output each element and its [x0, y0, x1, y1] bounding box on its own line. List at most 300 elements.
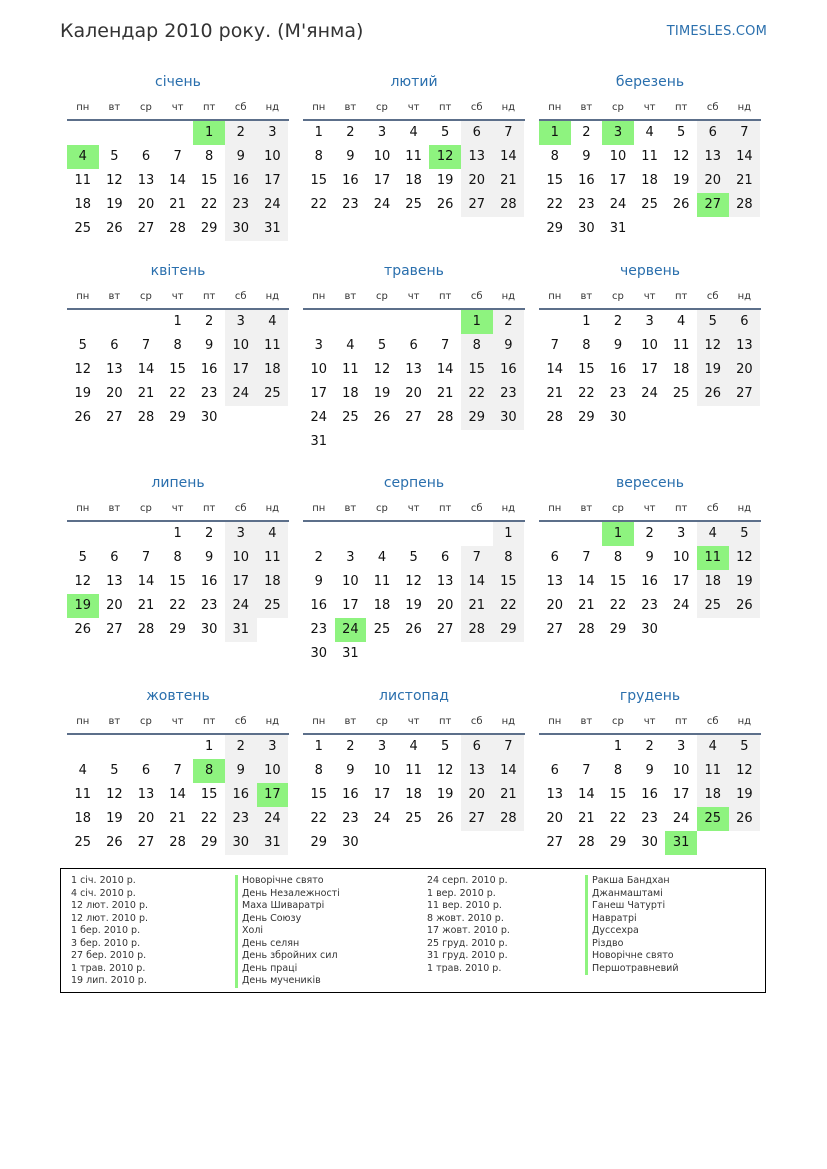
day-cell: 29: [169, 622, 186, 637]
page-title: Календар 2010 року. (М'янма): [60, 20, 364, 42]
day-cell: 21: [546, 386, 564, 401]
legend-holiday-name: Дуссехра: [585, 925, 679, 938]
month-block: [539, 72, 761, 241]
day-cell: 15: [169, 574, 186, 589]
weekday-label: пт: [674, 503, 688, 514]
day-cell: 18: [405, 173, 422, 188]
legend-holiday-date: 17 жовт. 2010 р.: [427, 925, 510, 936]
day-cell: 3: [257, 735, 289, 759]
day-cell: 29: [169, 410, 186, 425]
empty-cell: [303, 310, 335, 334]
day-cell: 21: [137, 386, 155, 401]
day-cell: 8: [493, 546, 525, 570]
day-cell: 16: [641, 574, 658, 589]
day-cell: 27: [546, 835, 564, 850]
weekday-label: чт: [407, 102, 420, 113]
day-cell: 13: [405, 362, 422, 377]
day-cell: 30: [225, 217, 257, 241]
weekday-label: нд: [501, 716, 516, 727]
holiday-day-cell: 24: [335, 618, 367, 642]
day-cell: 5: [78, 338, 87, 353]
month-block: [539, 261, 761, 430]
day-cell: 25: [74, 221, 92, 236]
day-cell: 3: [645, 314, 654, 329]
day-cell: 25: [342, 410, 359, 425]
legend-holiday-date: 24 серп. 2010 р.: [427, 875, 508, 886]
empty-cell: [130, 735, 162, 759]
day-cell: 12: [672, 149, 690, 164]
day-cell: 21: [578, 598, 595, 613]
day-cell: 31: [257, 217, 289, 241]
day-cell: 19: [436, 787, 454, 802]
day-cell: 22: [461, 382, 493, 406]
day-cell: 2: [225, 735, 257, 759]
empty-cell: [99, 522, 131, 546]
weekday-label: ср: [140, 503, 152, 514]
day-grid: [539, 121, 761, 241]
weekday-label: сб: [234, 503, 247, 514]
weekday-label: вт: [108, 102, 121, 113]
day-cell: 6: [461, 121, 493, 145]
day-cell: 15: [578, 362, 595, 377]
weekday-header: [67, 286, 289, 310]
empty-cell: [429, 310, 461, 334]
day-cell: 9: [346, 149, 355, 164]
weekday-label: ср: [612, 291, 624, 302]
day-cell: 12: [106, 173, 123, 188]
day-cell: 24: [672, 811, 690, 826]
day-cell: 20: [137, 811, 155, 826]
day-cell: 10: [373, 763, 391, 778]
day-cell: 27: [405, 410, 422, 425]
empty-cell: [99, 121, 131, 145]
day-cell: 3: [677, 526, 686, 541]
day-cell: 24: [609, 197, 627, 212]
day-cell: 9: [205, 550, 214, 565]
legend-holiday-date: 25 груд. 2010 р.: [427, 937, 508, 949]
day-cell: 15: [546, 173, 564, 188]
day-cell: 4: [697, 522, 729, 546]
weekday-label: чт: [407, 291, 420, 302]
day-cell: 13: [461, 145, 493, 169]
weekday-label: вт: [344, 291, 357, 302]
weekday-label: сб: [706, 102, 719, 113]
holiday-day-cell: 1: [193, 121, 225, 145]
day-cell: 10: [225, 546, 257, 570]
day-cell: 11: [257, 334, 289, 358]
day-cell: 24: [257, 193, 289, 217]
legend-holiday-date: 3 бер. 2010 р.: [71, 937, 141, 949]
day-cell: 21: [729, 169, 761, 193]
day-cell: 23: [641, 598, 658, 613]
day-cell: 7: [582, 763, 591, 778]
day-cell: 6: [550, 763, 559, 778]
day-cell: 10: [310, 362, 328, 377]
weekday-label: пн: [312, 102, 326, 113]
weekday-label: чт: [407, 716, 420, 727]
day-cell: 17: [225, 570, 257, 594]
day-cell: 26: [436, 197, 454, 212]
day-cell: 22: [200, 197, 218, 212]
day-cell: 14: [578, 574, 595, 589]
day-cell: 19: [436, 173, 454, 188]
weekday-label: нд: [737, 503, 752, 514]
weekday-header: [539, 286, 761, 310]
day-cell: 20: [137, 197, 155, 212]
weekday-label: чт: [643, 716, 656, 727]
legend-right-dates: [427, 875, 510, 975]
day-cell: 16: [225, 169, 257, 193]
day-cell: 19: [729, 570, 761, 594]
weekday-label: сб: [706, 716, 719, 727]
day-cell: 25: [405, 811, 422, 826]
weekday-label: вт: [108, 503, 121, 514]
day-cell: 26: [697, 382, 729, 406]
day-cell: 12: [729, 759, 761, 783]
day-grid: [67, 310, 289, 430]
day-cell: 24: [641, 386, 658, 401]
day-cell: 30: [641, 622, 658, 637]
day-cell: 27: [546, 622, 564, 637]
day-cell: 7: [141, 338, 151, 353]
day-cell: 1: [173, 526, 182, 541]
day-cell: 3: [377, 739, 387, 754]
month-block: [303, 686, 525, 855]
day-cell: 28: [546, 410, 564, 425]
day-cell: 26: [729, 594, 761, 618]
day-cell: 12: [373, 362, 391, 377]
holiday-day-cell: 1: [602, 522, 634, 546]
weekday-label: пт: [202, 102, 216, 113]
day-cell: 27: [106, 622, 123, 637]
day-cell: 15: [461, 358, 493, 382]
day-cell: 28: [436, 410, 454, 425]
weekday-label: нд: [265, 102, 280, 113]
day-cell: 7: [141, 550, 151, 565]
day-cell: 30: [342, 835, 359, 850]
day-cell: 26: [729, 807, 761, 831]
day-cell: 10: [342, 574, 359, 589]
day-cell: 6: [110, 338, 119, 353]
day-cell: 28: [578, 835, 595, 850]
day-cell: 21: [436, 386, 454, 401]
legend-holiday-date: 11 вер. 2010 р.: [427, 900, 502, 911]
day-cell: 26: [106, 221, 123, 236]
weekday-label: пт: [674, 291, 688, 302]
day-cell: 10: [257, 759, 289, 783]
day-cell: 20: [405, 386, 422, 401]
day-cell: 14: [578, 787, 595, 802]
legend-holiday-date: 12 лют. 2010 р.: [71, 912, 148, 924]
day-cell: 2: [225, 121, 257, 145]
legend-holiday-name: День збройних сил: [235, 950, 340, 963]
empty-cell: [366, 522, 398, 546]
weekday-label: пн: [548, 716, 562, 727]
day-cell: 16: [578, 173, 595, 188]
day-cell: 25: [697, 594, 729, 618]
day-cell: 30: [493, 406, 525, 430]
empty-cell: [335, 310, 367, 334]
empty-cell: [99, 735, 131, 759]
day-cell: 16: [609, 362, 627, 377]
day-cell: 8: [461, 334, 493, 358]
holiday-day-cell: 27: [697, 193, 729, 217]
empty-cell: [571, 735, 603, 759]
legend-holiday-date: 1 бер. 2010 р.: [71, 925, 141, 936]
weekday-label: пн: [76, 716, 90, 727]
day-cell: 18: [672, 362, 690, 377]
day-cell: 28: [137, 622, 155, 637]
weekday-label: чт: [171, 716, 184, 727]
month-block: [67, 686, 289, 855]
day-cell: 29: [609, 622, 627, 637]
day-cell: 11: [405, 149, 422, 164]
day-cell: 22: [578, 386, 595, 401]
month-name: березень: [615, 74, 685, 90]
day-cell: 19: [74, 386, 92, 401]
empty-cell: [461, 522, 493, 546]
day-cell: 20: [106, 598, 123, 613]
day-cell: 4: [377, 550, 387, 565]
day-cell: 20: [697, 169, 729, 193]
day-cell: 30: [641, 835, 658, 850]
day-cell: 30: [578, 221, 595, 236]
day-cell: 28: [578, 622, 595, 637]
day-cell: 24: [257, 807, 289, 831]
day-cell: 12: [729, 546, 761, 570]
day-cell: 7: [729, 121, 761, 145]
day-cell: 12: [74, 574, 92, 589]
weekday-label: пн: [548, 102, 562, 113]
holiday-day-cell: 4: [67, 145, 99, 169]
legend-holiday-name: День мучеників: [235, 975, 340, 988]
day-cell: 4: [409, 125, 418, 140]
day-cell: 19: [729, 783, 761, 807]
empty-cell: [99, 310, 131, 334]
day-cell: 23: [200, 598, 218, 613]
day-cell: 24: [672, 598, 690, 613]
day-cell: 22: [310, 811, 328, 826]
day-cell: 23: [225, 193, 257, 217]
day-cell: 15: [609, 787, 627, 802]
day-cell: 2: [346, 739, 355, 754]
day-cell: 13: [546, 574, 564, 589]
empty-cell: [130, 121, 162, 145]
legend-holiday-name: Новорічне свято: [585, 950, 679, 963]
day-cell: 2: [645, 526, 654, 541]
legend-holiday-date: 4 січ. 2010 р.: [71, 887, 136, 899]
month-name: квітень: [150, 263, 206, 279]
day-cell: 21: [169, 811, 186, 826]
day-cell: 13: [137, 787, 155, 802]
day-cell: 30: [310, 646, 328, 661]
weekday-header: [67, 97, 289, 121]
day-cell: 9: [493, 334, 525, 358]
day-cell: 14: [137, 362, 155, 377]
day-cell: 28: [461, 618, 493, 642]
day-cell: 13: [546, 787, 564, 802]
weekday-label: нд: [501, 503, 516, 514]
legend-holiday-date: 12 лют. 2010 р.: [71, 900, 148, 911]
month-block: [67, 261, 289, 430]
day-cell: 4: [645, 125, 654, 140]
day-cell: 22: [310, 197, 328, 212]
weekday-label: пт: [438, 716, 452, 727]
weekday-label: нд: [265, 503, 280, 514]
day-cell: 26: [74, 622, 92, 637]
day-cell: 1: [173, 314, 182, 329]
day-cell: 14: [137, 574, 155, 589]
weekday-label: чт: [643, 102, 656, 113]
empty-cell: [429, 522, 461, 546]
day-cell: 2: [314, 550, 323, 565]
day-cell: 4: [257, 310, 289, 334]
empty-cell: [162, 735, 194, 759]
day-cell: 12: [697, 334, 729, 358]
day-cell: 14: [461, 570, 493, 594]
weekday-label: ср: [376, 102, 388, 113]
day-cell: 6: [409, 338, 418, 353]
legend-right-names: [585, 875, 679, 975]
day-cell: 3: [257, 121, 289, 145]
weekday-label: пт: [674, 102, 688, 113]
weekday-header: [539, 498, 761, 522]
day-cell: 6: [110, 550, 119, 565]
day-cell: 25: [641, 197, 658, 212]
weekday-label: нд: [737, 102, 752, 113]
day-cell: 23: [493, 382, 525, 406]
day-cell: 27: [461, 807, 493, 831]
day-cell: 14: [493, 145, 525, 169]
weekday-label: ср: [612, 503, 624, 514]
weekday-label: вт: [344, 716, 357, 727]
day-cell: 23: [342, 197, 359, 212]
holiday-day-cell: 31: [665, 831, 697, 855]
day-cell: 11: [373, 574, 391, 589]
day-cell: 8: [314, 763, 323, 778]
month-name: вересень: [615, 475, 685, 491]
day-cell: 18: [342, 386, 359, 401]
day-cell: 12: [106, 787, 123, 802]
month-block: [539, 473, 761, 642]
day-cell: 23: [641, 811, 658, 826]
day-cell: 27: [137, 835, 155, 850]
weekday-label: нд: [737, 716, 752, 727]
legend-holiday-date: 8 жовт. 2010 р.: [427, 912, 504, 924]
day-cell: 10: [609, 149, 627, 164]
day-cell: 11: [74, 787, 92, 802]
day-cell: 9: [225, 759, 257, 783]
legend-holiday-name: Першотравневий: [585, 963, 679, 976]
day-cell: 15: [493, 570, 525, 594]
day-cell: 18: [257, 570, 289, 594]
day-cell: 18: [697, 570, 729, 594]
empty-cell: [67, 522, 99, 546]
day-cell: 14: [546, 362, 564, 377]
weekday-label: сб: [470, 503, 483, 514]
day-cell: 30: [200, 410, 218, 425]
day-cell: 1: [314, 739, 323, 754]
month-name: жовтень: [146, 688, 210, 704]
day-cell: 25: [672, 386, 690, 401]
day-cell: 27: [461, 193, 493, 217]
day-cell: 23: [578, 197, 595, 212]
weekday-label: пн: [76, 291, 90, 302]
weekday-label: нд: [501, 102, 516, 113]
day-cell: 17: [310, 386, 328, 401]
day-grid: [539, 522, 761, 642]
day-cell: 3: [225, 522, 257, 546]
holiday-legend: [60, 868, 766, 993]
day-cell: 19: [672, 173, 690, 188]
weekday-header: [303, 97, 525, 121]
weekday-label: пн: [312, 716, 326, 727]
day-cell: 25: [257, 382, 289, 406]
month-name: серпень: [383, 475, 445, 491]
weekday-label: сб: [470, 716, 483, 727]
day-cell: 5: [697, 310, 729, 334]
day-cell: 6: [550, 550, 559, 565]
empty-cell: [303, 522, 335, 546]
day-cell: 5: [110, 149, 119, 164]
empty-cell: [67, 735, 99, 759]
weekday-label: ср: [612, 716, 624, 727]
empty-cell: [162, 121, 194, 145]
day-cell: 20: [461, 783, 493, 807]
day-cell: 6: [461, 735, 493, 759]
day-cell: 8: [314, 149, 323, 164]
weekday-label: чт: [407, 503, 420, 514]
day-cell: 11: [257, 546, 289, 570]
day-cell: 20: [546, 811, 564, 826]
day-grid: [303, 735, 525, 855]
day-cell: 15: [310, 173, 328, 188]
day-cell: 9: [582, 149, 591, 164]
day-cell: 5: [441, 125, 450, 140]
day-cell: 1: [493, 522, 525, 546]
weekday-label: сб: [470, 291, 483, 302]
day-cell: 4: [346, 338, 355, 353]
brand-link[interactable]: TIMESLES.COM: [666, 24, 767, 39]
day-cell: 16: [342, 173, 359, 188]
legend-holiday-name: Маха Шиваратрі: [235, 900, 340, 913]
day-cell: 9: [346, 763, 355, 778]
day-cell: 16: [225, 783, 257, 807]
weekday-label: пн: [312, 503, 326, 514]
day-cell: 23: [342, 811, 359, 826]
weekday-label: пт: [202, 503, 216, 514]
day-cell: 8: [205, 149, 214, 164]
day-cell: 2: [582, 125, 591, 140]
day-cell: 23: [310, 622, 328, 637]
weekday-label: сб: [234, 102, 247, 113]
weekday-header: [539, 97, 761, 121]
empty-cell: [539, 310, 571, 334]
day-cell: 5: [110, 763, 119, 778]
weekday-label: пн: [548, 291, 562, 302]
day-cell: 13: [729, 334, 761, 358]
day-cell: 7: [441, 338, 450, 353]
weekday-label: пт: [202, 291, 216, 302]
day-cell: 11: [405, 763, 422, 778]
holiday-day-cell: 1: [539, 121, 571, 145]
day-cell: 5: [729, 735, 761, 759]
day-cell: 26: [373, 410, 391, 425]
day-cell: 10: [373, 149, 391, 164]
day-cell: 5: [677, 125, 686, 140]
day-cell: 8: [173, 338, 182, 353]
day-cell: 26: [74, 410, 92, 425]
